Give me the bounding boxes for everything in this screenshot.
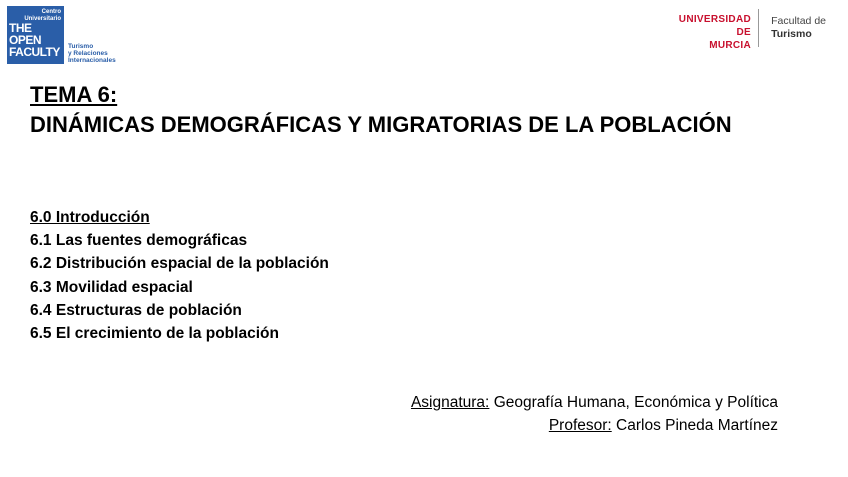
university-name bbox=[674, 13, 751, 52]
title-line2: DINÁMICAS DEMOGRÁFICAS Y MIGRATORIAS DE LA POBLACIÓN bbox=[30, 112, 732, 137]
logo-subtitle-line: Turismo bbox=[68, 43, 94, 50]
university-line1: UNIVERSIDAD DE bbox=[678, 14, 751, 38]
logo-name bbox=[9, 22, 60, 58]
title-line1: TEMA 6: bbox=[30, 82, 118, 107]
logo-centro-text: Centro Universitario bbox=[24, 9, 61, 22]
faculty-line1: Facultad de bbox=[771, 15, 826, 27]
index-item[interactable]: 6.4 Estructuras de población bbox=[30, 301, 242, 319]
index-item[interactable]: 6.2 Distribución espacial de la población bbox=[30, 255, 329, 273]
faculty-line2: Turismo bbox=[771, 28, 812, 40]
subject-label: Asignatura: bbox=[410, 394, 490, 411]
logo-divider bbox=[758, 9, 759, 47]
faculty-name bbox=[771, 15, 826, 41]
subject-row bbox=[411, 391, 778, 414]
logo-subtitle-line: Internacionales bbox=[68, 57, 116, 64]
logo-block bbox=[7, 6, 64, 64]
subject-value: Geografía Humana, Económica y Política bbox=[493, 394, 778, 411]
index-item[interactable]: 6.3 Movilidad espacial bbox=[30, 278, 193, 296]
slide-title bbox=[30, 80, 732, 140]
university-line2: MURCIA bbox=[709, 40, 751, 51]
logo-name-line: THE bbox=[9, 21, 32, 35]
professor-row bbox=[411, 414, 778, 437]
logo-name-line: OPEN bbox=[9, 33, 42, 47]
index-item[interactable]: 6.0 Introducción bbox=[30, 209, 150, 226]
index-item[interactable]: 6.1 Las fuentes demográficas bbox=[30, 232, 248, 250]
course-info bbox=[411, 391, 778, 437]
topic-index bbox=[30, 206, 329, 345]
index-item[interactable]: 6.5 El crecimiento de la población bbox=[30, 325, 279, 343]
professor-label: Profesor: bbox=[548, 417, 612, 434]
logo-subtitle bbox=[68, 43, 116, 64]
logo-subtitle-line: y Relaciones bbox=[68, 50, 108, 57]
universidad-murcia-logo bbox=[674, 9, 834, 51]
logo-name-line: FACULTY bbox=[9, 45, 60, 59]
professor-value: Carlos Pineda Martínez bbox=[616, 417, 778, 434]
